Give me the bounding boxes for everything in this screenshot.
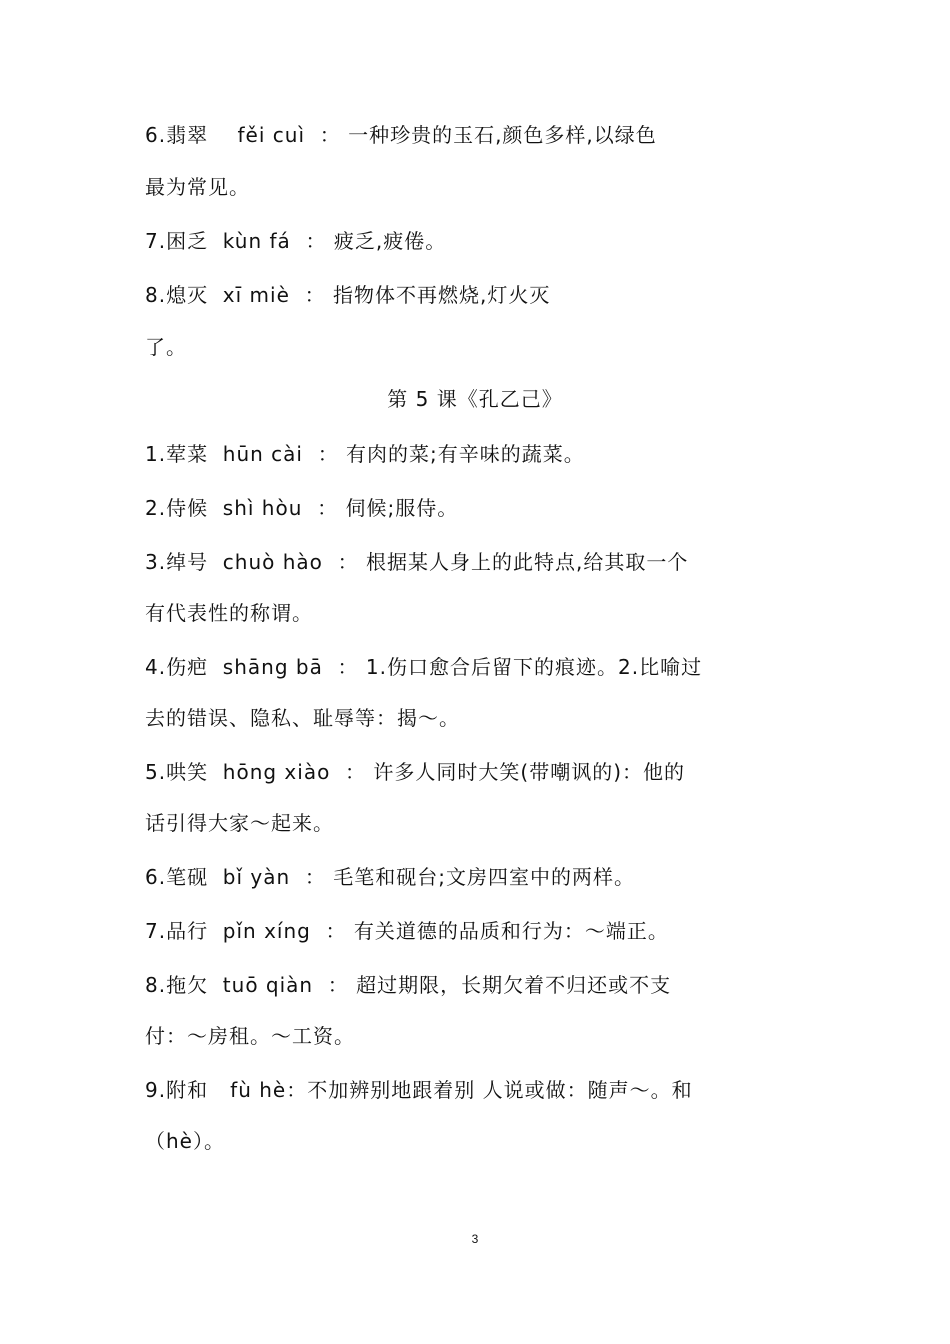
entry-pin-xing: 7.品行 pǐn xíng ： 有关道德的品质和行为：～端正。 bbox=[145, 919, 669, 943]
entry-bi-yan: 6.笔砚 bǐ yàn ： 毛笔和砚台;文房四室中的两样。 bbox=[145, 865, 635, 889]
entry-shang-ba-continued: 去的错误、隐私、耻辱等：揭～。 bbox=[145, 706, 460, 730]
entry-hong-xiao-continued: 话引得大家～起来。 bbox=[145, 811, 334, 835]
entry-shi-hou: 2.侍候 shì hòu ： 伺候;服侍。 bbox=[145, 496, 459, 520]
entry-tuo-qian: 8.拖欠 tuō qiàn ： 超过期限，长期欠着不归还或不支 bbox=[145, 973, 672, 997]
entry-tuo-qian-continued: 付：～房租。～工资。 bbox=[145, 1024, 355, 1048]
entry-fei-cui-continued: 最为常见。 bbox=[145, 175, 250, 199]
entry-xi-mie-continued: 了。 bbox=[145, 335, 187, 359]
entry-kun-fa: 7.困乏 kùn fá ： 疲乏,疲倦。 bbox=[145, 229, 447, 253]
entry-shang-ba: 4.伤疤 shāng bā ： 1.伤口愈合后留下的痕迹。2.比喻过 bbox=[145, 655, 703, 679]
entry-hong-xiao: 5.哄笑 hōng xiào ： 许多人同时大笑(带嘲讽的)：他的 bbox=[145, 760, 685, 784]
entry-fu-he-continued: （hè）。 bbox=[145, 1129, 225, 1153]
entry-chuo-hao-continued: 有代表性的称谓。 bbox=[145, 601, 313, 625]
entry-hun-cai: 1.荤菜 hūn cài ： 有肉的菜;有辛味的蔬菜。 bbox=[145, 442, 585, 466]
entry-fu-he: 9.附和 fù hè：不加辨别地跟着别 人说或做：随声～。和 bbox=[145, 1078, 693, 1102]
entry-xi-mie: 8.熄灭 xī miè ： 指物体不再燃烧,灯火灭 bbox=[145, 283, 551, 307]
lesson-title: 第 5 课《孔乙己》 bbox=[387, 387, 563, 411]
entry-chuo-hao: 3.绰号 chuò hào ： 根据某人身上的此特点,给其取一个 bbox=[145, 550, 689, 574]
page-number: 3 bbox=[471, 1232, 479, 1246]
entry-fei-cui: 6.翡翠 fěi cuì ： 一种珍贵的玉石,颜色多样,以绿色 bbox=[145, 123, 657, 147]
